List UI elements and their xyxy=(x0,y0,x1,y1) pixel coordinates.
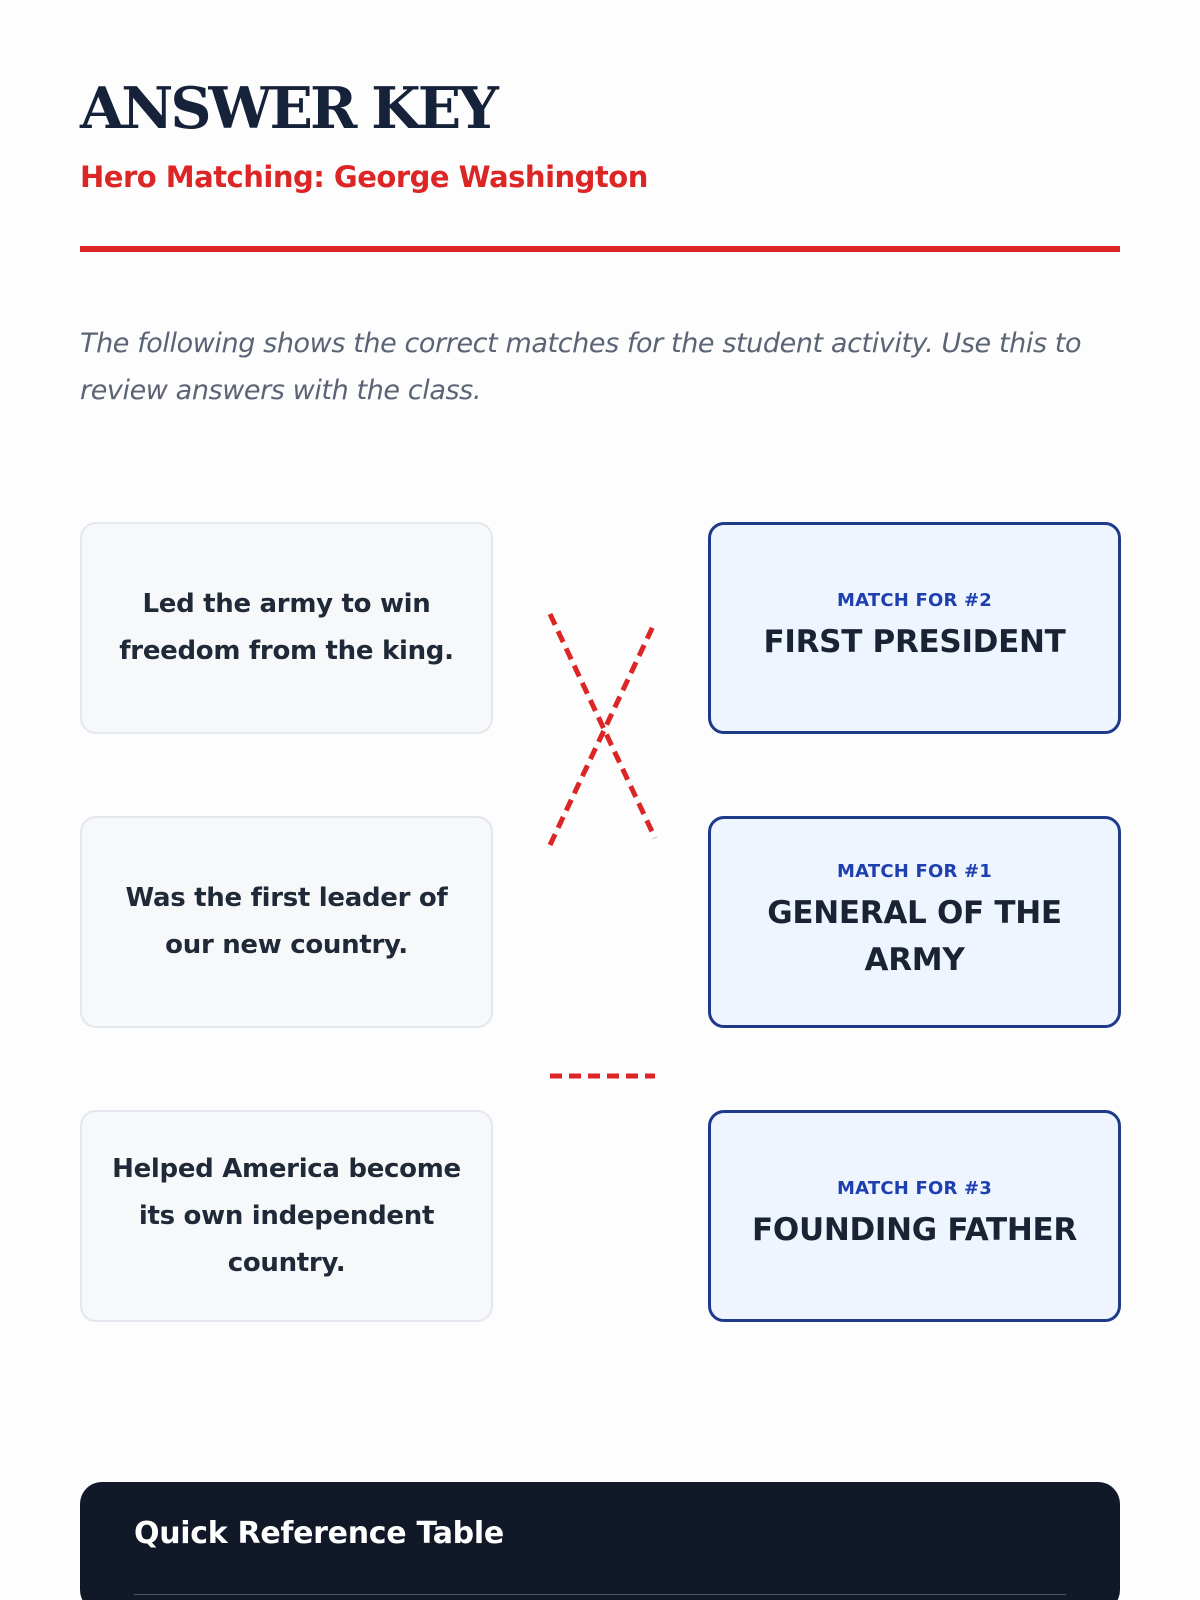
answer-card-1 xyxy=(708,522,1121,734)
quick-reference-panel xyxy=(80,1482,1120,1600)
quick-reference-title: Quick Reference Table xyxy=(134,1516,504,1551)
clue-card-2 xyxy=(80,816,493,1028)
match-label: MATCH FOR #3 xyxy=(837,1178,992,1199)
match-label: MATCH FOR #1 xyxy=(837,860,992,882)
answer-card-3 xyxy=(708,1110,1121,1322)
match-label: MATCH FOR #2 xyxy=(837,590,992,611)
clue-card-1 xyxy=(80,522,493,734)
page-subtitle: Hero Matching: George Washington xyxy=(80,160,648,194)
answer-text: FOUNDING FATHER xyxy=(752,1212,1077,1248)
connector-clue2-to-answer1 xyxy=(550,622,655,845)
answer-text: GENERAL OF THE ARMY xyxy=(767,894,1062,978)
answer-card-2 xyxy=(708,816,1121,1028)
answer-text: FIRST PRESIDENT xyxy=(763,624,1066,660)
quick-reference-divider xyxy=(134,1594,1066,1595)
clue-text: Helped America become its own independent country. xyxy=(112,1153,461,1278)
header-divider xyxy=(80,246,1120,252)
intro-text: The following shows the correct matches for the student activity. Use this to review answers with the class. xyxy=(80,328,1082,406)
page-title: ANSWER KEY xyxy=(80,75,496,142)
clue-card-3 xyxy=(80,1110,493,1322)
clue-text: Was the first leader of our new country. xyxy=(125,883,448,960)
clue-text: Led the army to win freedom from the king. xyxy=(119,589,454,666)
connector-clue1-to-answer2 xyxy=(550,614,655,838)
